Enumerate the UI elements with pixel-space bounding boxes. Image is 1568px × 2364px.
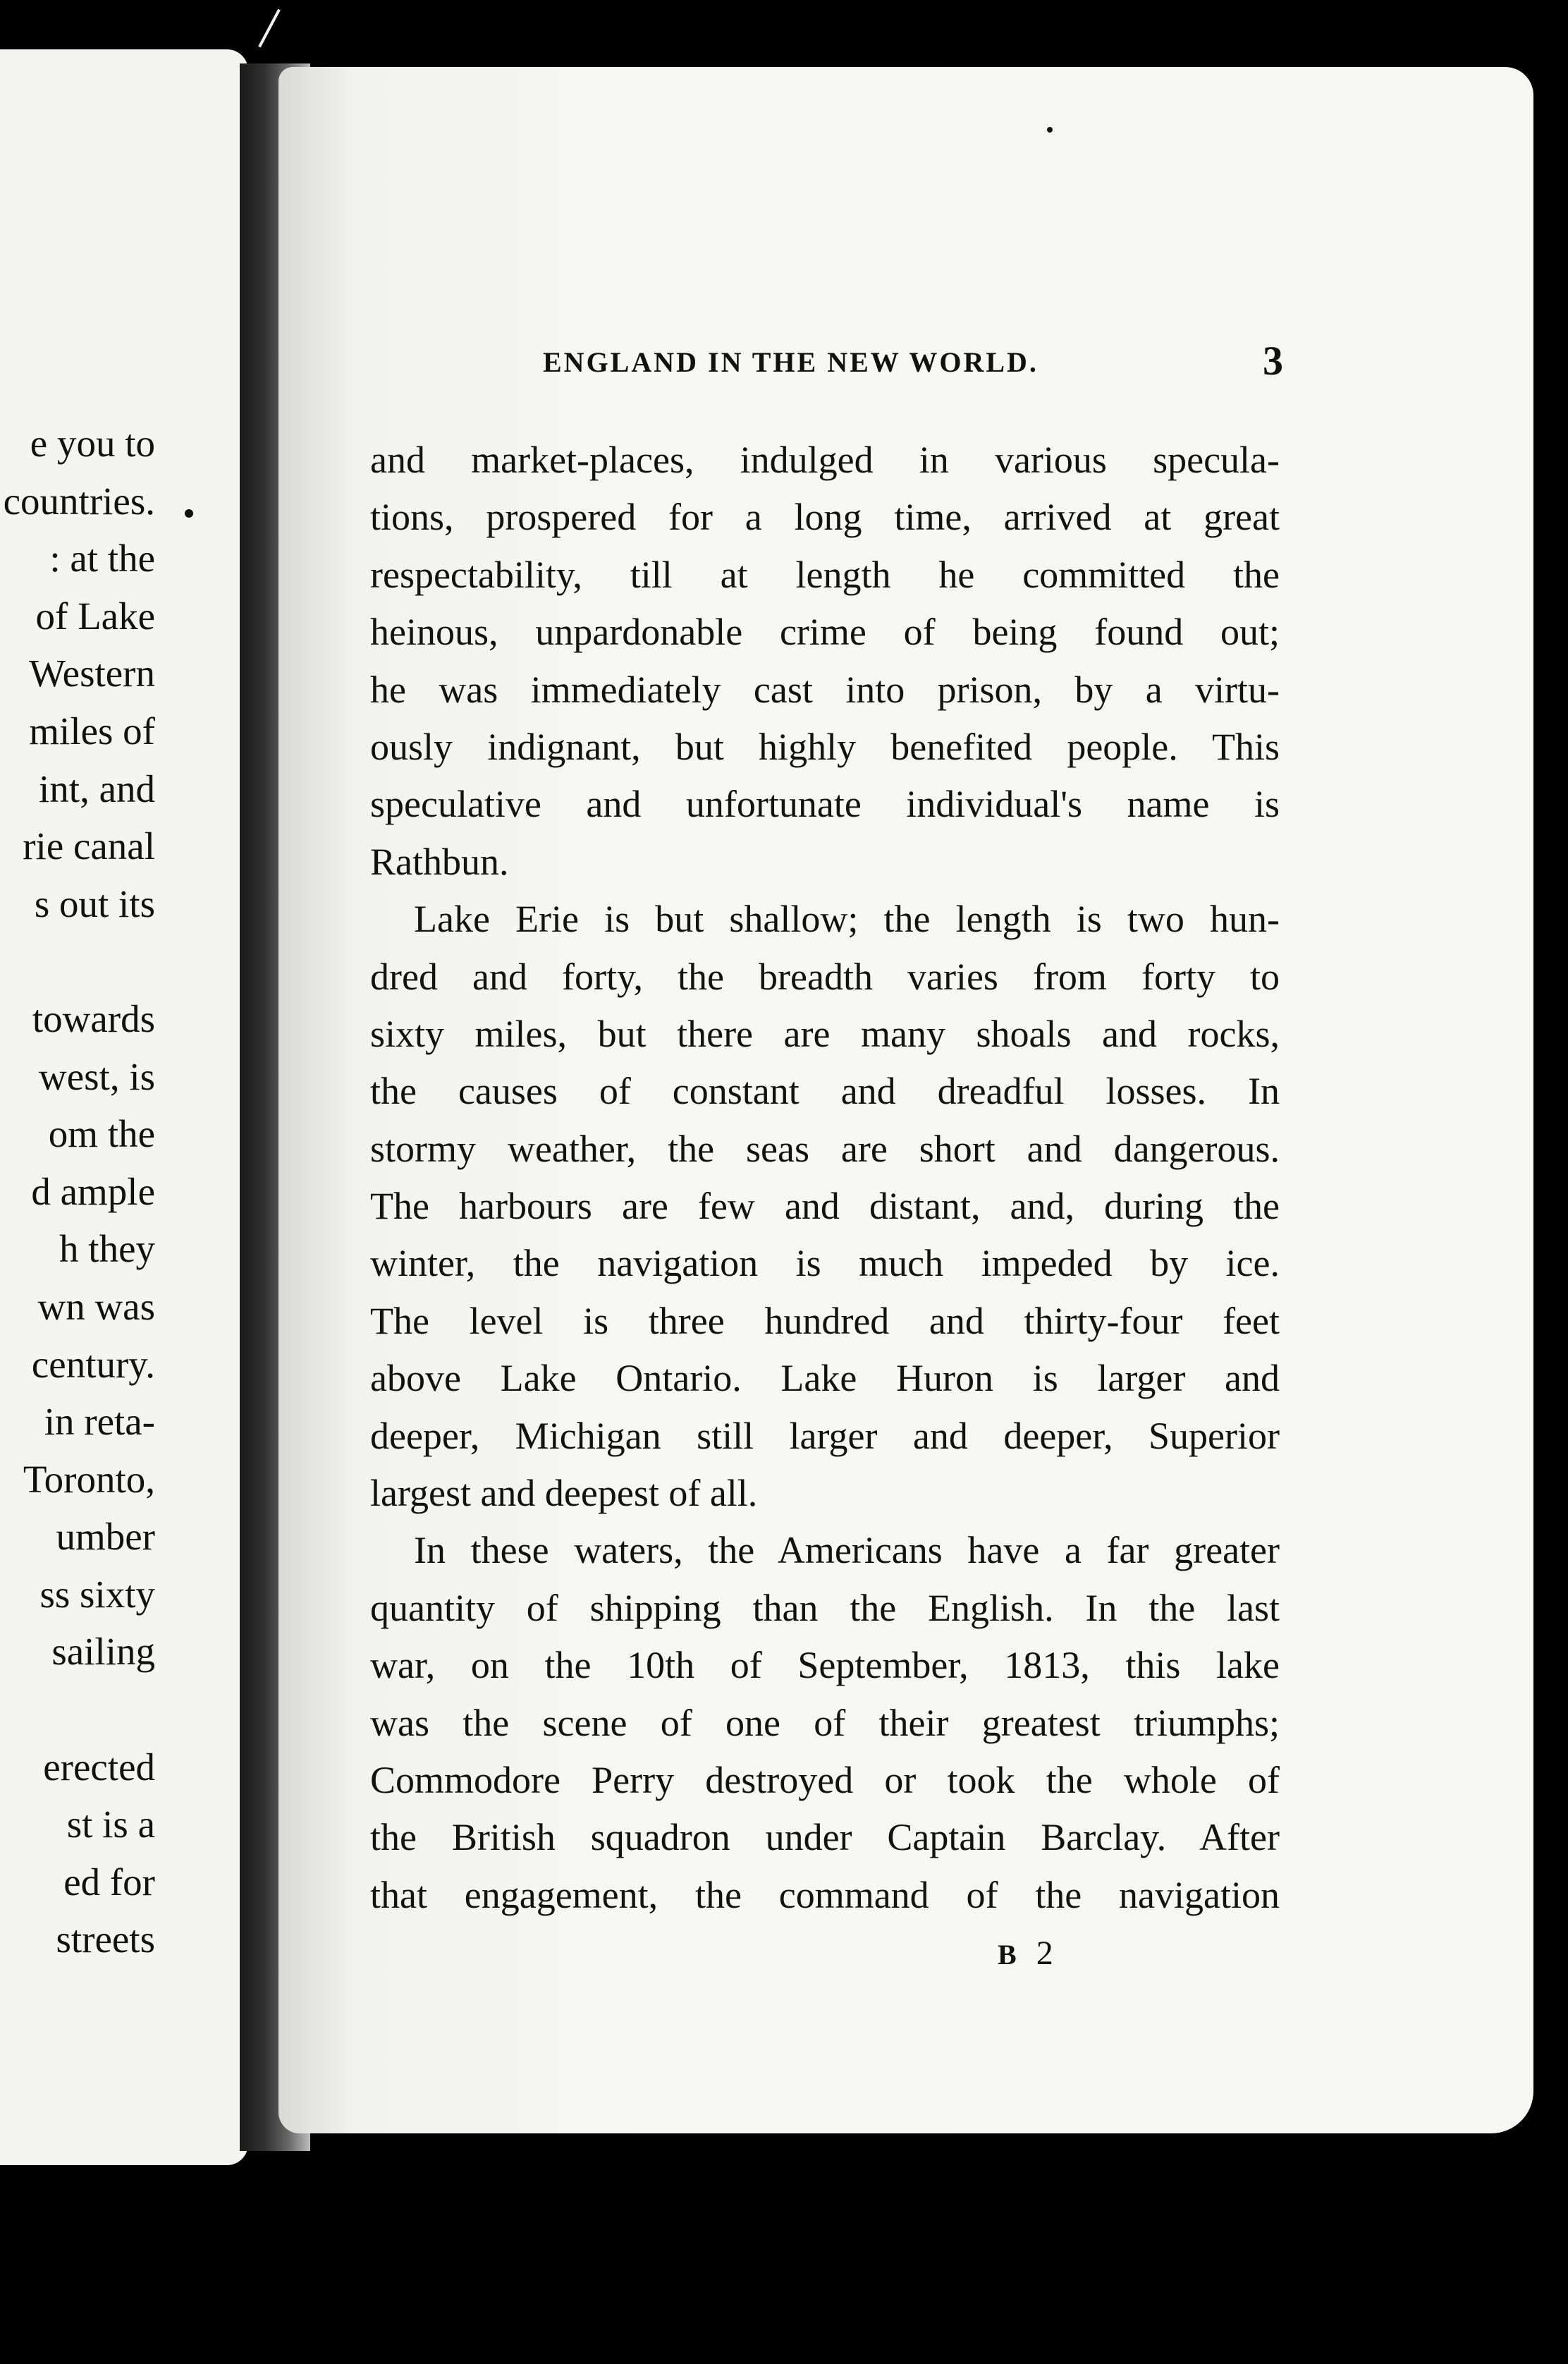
page-body-text bbox=[370, 432, 1280, 1924]
signature-number: 2 bbox=[1036, 1935, 1060, 1972]
ink-speck bbox=[1047, 127, 1053, 133]
left-line-1: countries. bbox=[3, 479, 155, 523]
body-line: was the scene of one of their greatest triumphs; bbox=[370, 1701, 1280, 1744]
left-line-gap bbox=[0, 1681, 155, 1738]
paragraph-start-line: In these waters, the Americans have a far greater bbox=[414, 1529, 1280, 1572]
left-line-16: century. bbox=[31, 1342, 155, 1386]
left-line-8: s out its bbox=[34, 882, 155, 925]
previous-page-fragment bbox=[0, 49, 248, 2165]
body-line: above Lake Ontario. Lake Huron is larger and bbox=[370, 1357, 1280, 1400]
body-line: largest and deepest of all. bbox=[370, 1472, 758, 1515]
body-line: sixty miles, but there are many shoals and rocks, bbox=[370, 1012, 1280, 1055]
body-line: he was immediately cast into prison, by a virtu- bbox=[370, 668, 1280, 711]
left-line-7: rie canal bbox=[23, 824, 155, 868]
left-line-11: west, is bbox=[39, 1054, 155, 1098]
scan-mark bbox=[258, 9, 281, 48]
signature-mark bbox=[998, 1934, 1060, 1973]
body-line: quantity of shipping than the English. In the last bbox=[370, 1586, 1280, 1629]
body-line: respectability, till at length he committed the bbox=[370, 553, 1280, 596]
body-line: the causes of constant and dreadful losses. In bbox=[370, 1070, 1280, 1113]
body-line: speculative and unfortunate individual's name is bbox=[370, 783, 1280, 826]
body-line: winter, the navigation is much impeded by ice. bbox=[370, 1242, 1280, 1285]
left-line-25: ed for bbox=[63, 1860, 155, 1903]
left-line-14: h they bbox=[59, 1227, 155, 1271]
margin-bullet-mark bbox=[185, 509, 193, 518]
body-line: dred and forty, the breadth varies from forty to bbox=[370, 955, 1280, 998]
body-line: tions, prospered for a long time, arrived at great bbox=[370, 496, 1280, 539]
body-line: Commodore Perry destroyed or took the whole of bbox=[370, 1758, 1280, 1801]
body-line: ously indignant, but highly benefited people. This bbox=[370, 725, 1280, 768]
body-line: heinous, unpardonable crime of being found out; bbox=[370, 611, 1280, 654]
left-line-15: wn was bbox=[37, 1284, 155, 1328]
left-line-12: om the bbox=[48, 1112, 155, 1156]
left-line-4: Western bbox=[29, 652, 155, 695]
body-line: The level is three hundred and thirty-four feet bbox=[370, 1299, 1280, 1342]
body-line: stormy weather, the seas are short and dangerous. bbox=[370, 1127, 1280, 1170]
left-line-17: in reta- bbox=[44, 1400, 155, 1444]
left-line-5: miles of bbox=[29, 709, 155, 753]
signature-letter: B bbox=[998, 1939, 1024, 1970]
left-line-24: st is a bbox=[66, 1803, 155, 1846]
page-number: 3 bbox=[1263, 338, 1283, 384]
left-line-21: sailing bbox=[51, 1630, 155, 1674]
paragraph-start-line: Lake Erie is but shallow; the length is two hun- bbox=[414, 898, 1280, 941]
body-line: and market-places, indulged in various specula- bbox=[370, 439, 1280, 481]
previous-page-text bbox=[0, 415, 155, 1968]
left-line-3: of Lake bbox=[35, 594, 155, 638]
left-line-10: towards bbox=[32, 997, 155, 1040]
body-line: deeper, Michigan still larger and deeper, Superior bbox=[370, 1414, 1280, 1457]
left-line-0: e you to bbox=[30, 422, 155, 465]
left-line-6: int, and bbox=[39, 767, 155, 810]
left-line-13: d ample bbox=[31, 1169, 155, 1213]
left-line-2: : at the bbox=[49, 537, 155, 580]
running-head: ENGLAND IN THE NEW WORLD. bbox=[543, 346, 1039, 378]
body-line: war, on the 10th of September, 1813, this lake bbox=[370, 1644, 1280, 1687]
left-line-gap bbox=[0, 932, 155, 990]
body-line: the British squadron under Captain Barclay. After bbox=[370, 1816, 1280, 1859]
page-header bbox=[543, 338, 1283, 402]
left-line-18: Toronto, bbox=[23, 1457, 155, 1501]
left-line-19: umber bbox=[56, 1515, 155, 1559]
body-line: The harbours are few and distant, and, during the bbox=[370, 1185, 1280, 1228]
body-line: that engagement, the command of the navigation bbox=[370, 1873, 1280, 1916]
left-line-26: streets bbox=[56, 1918, 155, 1961]
left-line-23: erected bbox=[43, 1745, 155, 1789]
left-line-20: ss sixty bbox=[39, 1572, 155, 1616]
body-line: Rathbun. bbox=[370, 840, 509, 883]
